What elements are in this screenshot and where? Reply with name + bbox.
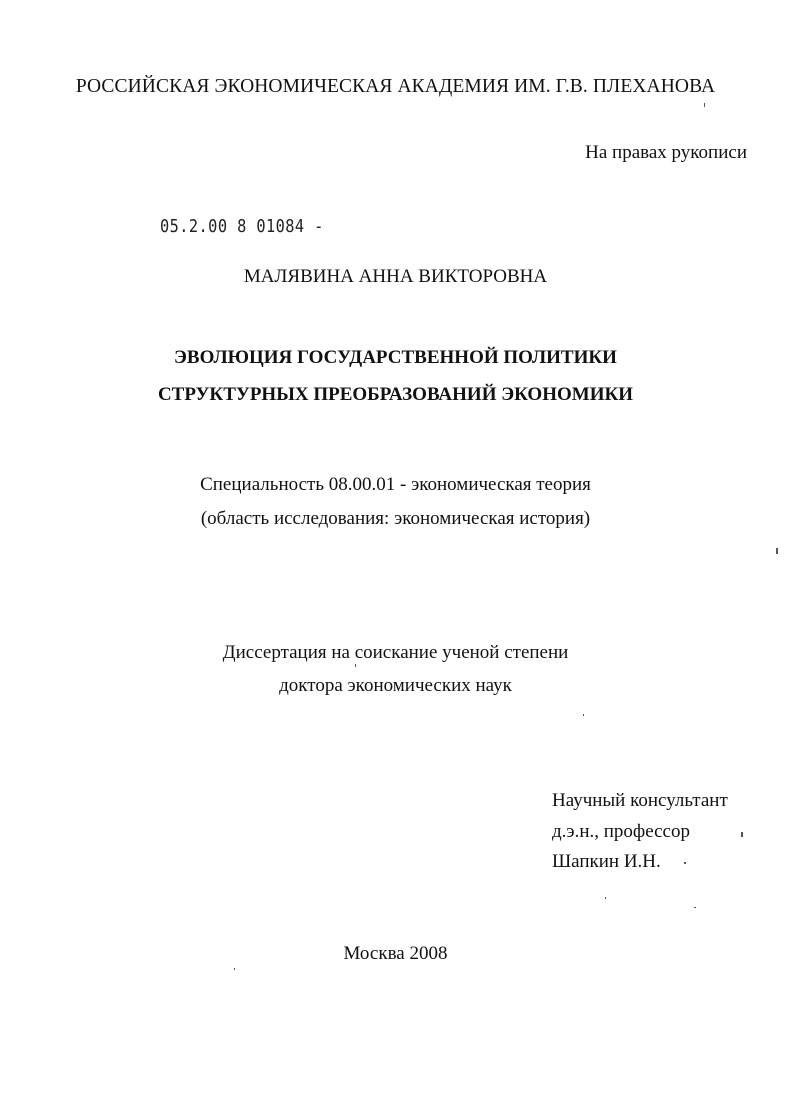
scan-speck [583, 714, 584, 716]
dissertation-line-2: доктора экономических наук [279, 675, 512, 696]
scan-speck [234, 968, 235, 970]
consultant-role: Научный консультант [552, 790, 728, 811]
institution-name: РОССИЙСКАЯ ЭКОНОМИЧЕСКАЯ АКАДЕМИЯ ИМ. Г.В. ПЛЕХАНОВА [75, 76, 716, 97]
scan-speck [355, 664, 356, 667]
consultant-name: Шапкин И.Н. [552, 851, 661, 872]
scan-speck [684, 862, 686, 864]
catalog-code: 05.2.00 8 01084 - [160, 216, 324, 237]
author-name: МАЛЯВИНА АННА ВИКТОРОВНА [243, 266, 548, 287]
scan-speck [605, 897, 606, 899]
thesis-title-line-1: ЭВОЛЮЦИЯ ГОСУДАРСТВЕННОЙ ПОЛИТИКИ [174, 347, 617, 368]
dissertation-line-1: Диссертация на соискание ученой степени [222, 642, 569, 663]
thesis-title-line-2: СТРУКТУРНЫХ ПРЕОБРАЗОВАНИЙ ЭКОНОМИКИ [157, 384, 634, 405]
consultant-degree: д.э.н., профессор [552, 821, 690, 842]
research-area-line: (область исследования: экономическая история) [200, 508, 591, 529]
scan-speck [776, 548, 778, 554]
specialty-line: Специальность 08.00.01 - экономическая теория [200, 474, 591, 495]
city-and-year: Москва 2008 [343, 943, 448, 964]
scan-speck [704, 103, 705, 107]
scan-speck [694, 907, 696, 908]
rights-note: На правах рукописи [585, 142, 747, 163]
scan-speck [741, 832, 743, 837]
